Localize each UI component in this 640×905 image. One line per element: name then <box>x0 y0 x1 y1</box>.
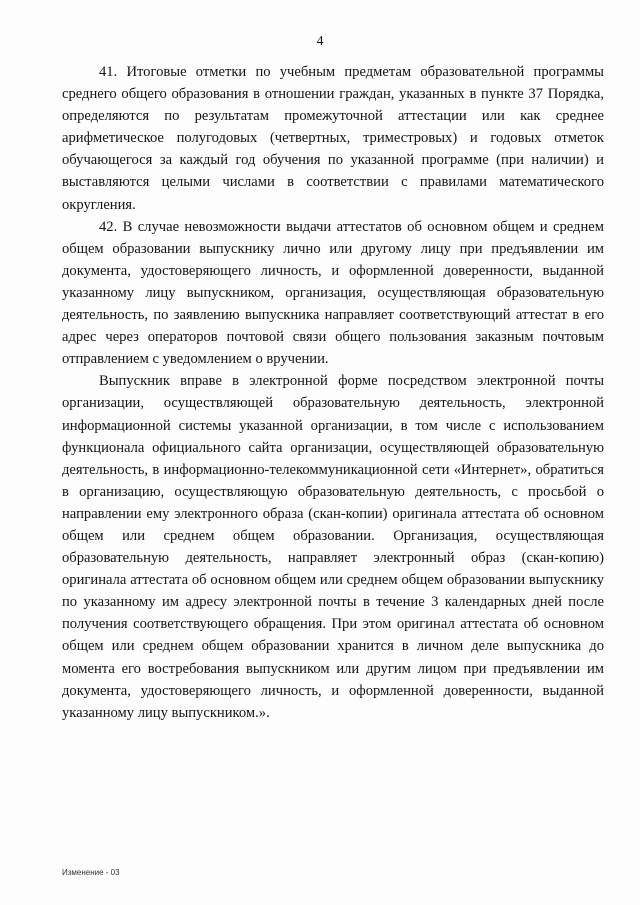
revision-footer: Изменение - 03 <box>62 868 120 877</box>
paragraph-41: 41. Итоговые отметки по учебным предметам образовательной программы среднего общего образования в отношении граждан, указанных в пункте 37 Порядка, определяются по результатам промежуточной аттестации или как среднее арифметическое полугодовых (четвертных, триместровых) и годовых отметок обучающегося за каждый год обучения по указанной программе (при наличии) и выставляются целыми числами в соответствии с правилами математического округления. <box>62 64 604 213</box>
page-number: 4 <box>316 34 324 49</box>
document-body <box>62 61 604 724</box>
paragraph-graduate-electronic-request: Выпускник вправе в электронной форме посредством электронной почты организации, осуществляющей образовательную деятельность, электронной информационной системы указанной организации, в том числе с использованием функционала официального сайта организации, осуществляющей образовательную деятельность, в информационно-телекоммуникационной сети «Интернет», обратиться в организацию, осуществляющую образовательную деятельность, с просьбой о направлении ему электронного образа (скан-копии) оригинала аттестата об основном общем или среднем общем образовании. Организация, осуществляющая образовательную деятельность, направляет электронный образ (скан-копию) оригинала аттестата об основном общем или среднем общем образовании выпускнику по указанному им адресу электронной почты в течение 3 календарных дней после получения соответствующего обращения. При этом оригинал аттестата об основном общем или среднем общем образовании хранится в личном деле выпускника до момента его востребования выпускником или другим лицом при предъявлении им документа, удостоверяющего личность, и оформленной доверенности, выданной указанному лицу выпускником.». <box>62 373 604 721</box>
paragraph-42: 42. В случае невозможности выдачи аттестатов об основном общем и среднем общем образовании выпускнику лично или другому лицу при предъявлении им документа, удостоверяющего личность, и оформленной доверенности, выданной указанному лицу выпускником, организация, осуществляющая образовательную деятельность, по заявлению выпускника направляет соответствующий аттестат в его адрес через операторов почтовой связи общего пользования заказным почтовым отправлением с уведомлением о вручении. <box>62 218 604 368</box>
